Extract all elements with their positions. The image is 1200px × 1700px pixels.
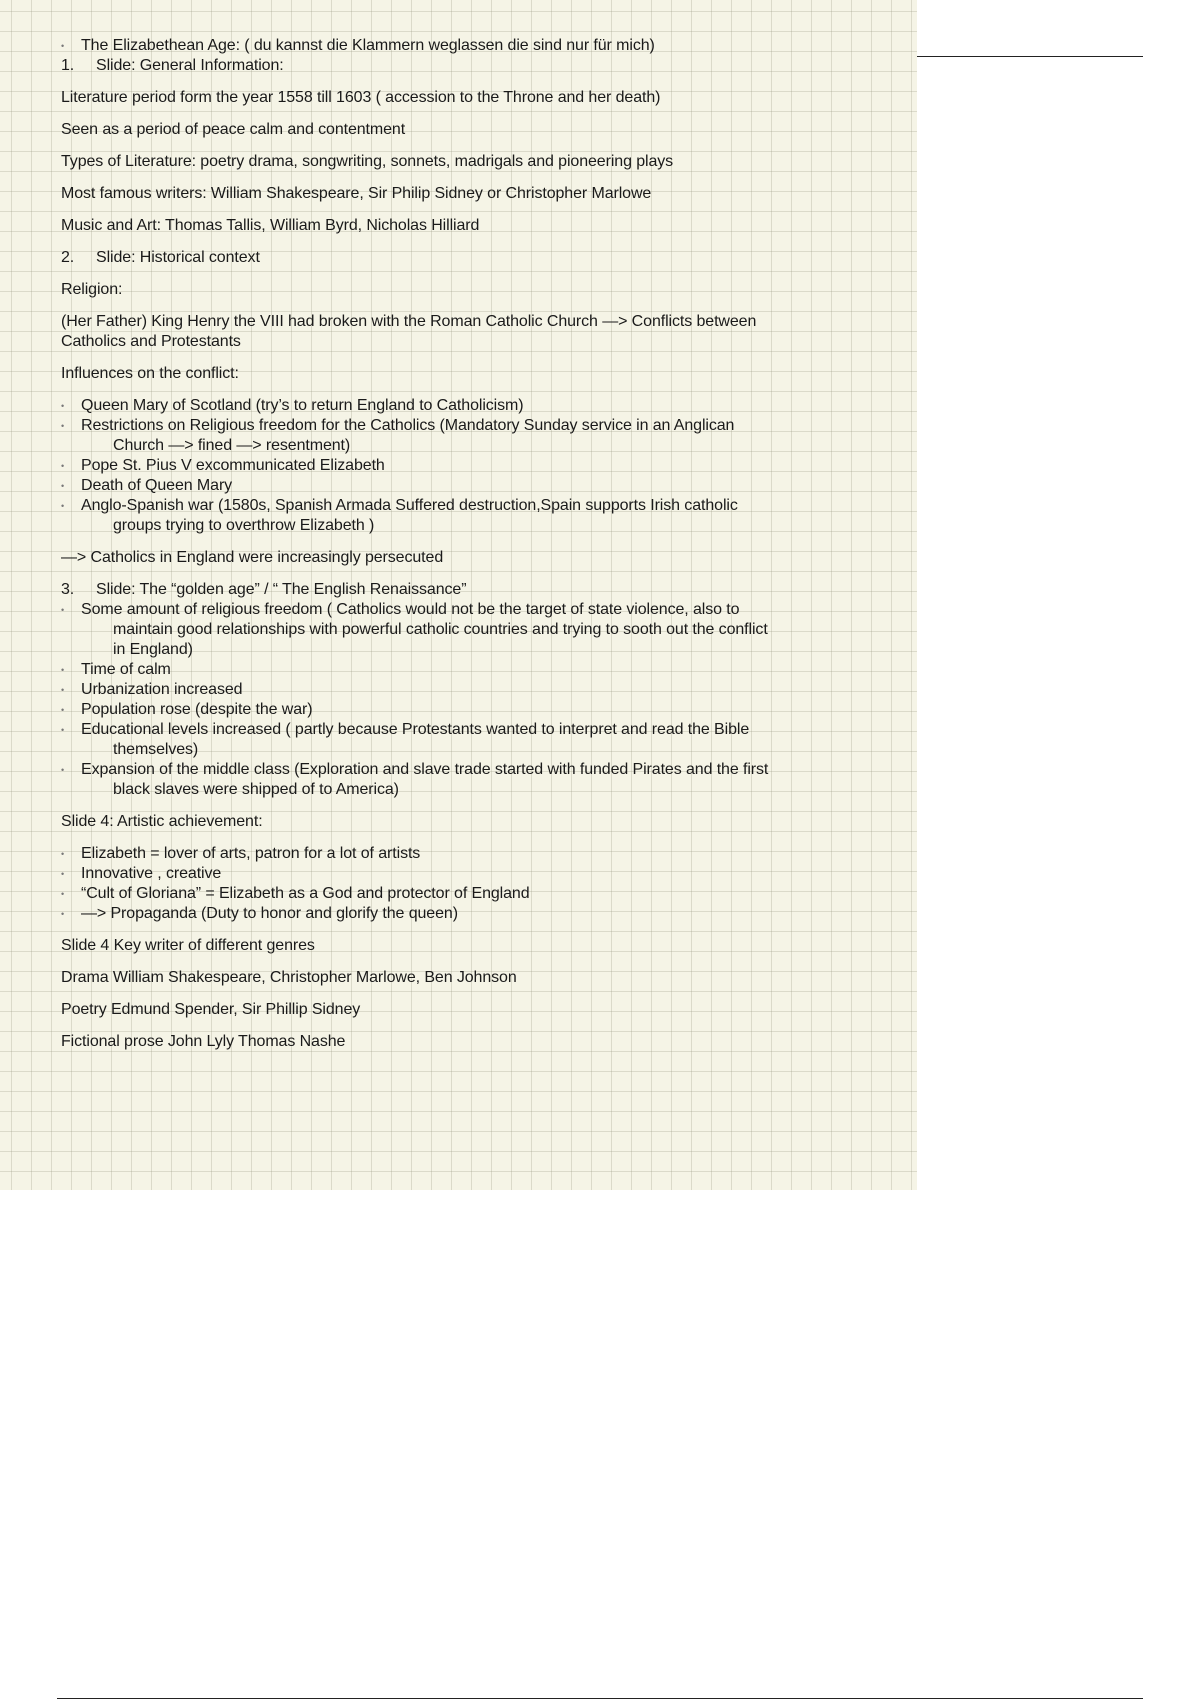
list-item xyxy=(61,476,881,496)
religion-label: Religion: xyxy=(61,281,123,298)
artistic-list xyxy=(61,844,881,924)
list-item xyxy=(61,844,881,864)
slide3-heading-text: Slide: The “golden age” / “ The English Renaissance” xyxy=(96,581,467,598)
bottom-rule xyxy=(57,1698,1143,1699)
list-item-text: Urbanization increased xyxy=(81,681,243,698)
slide1-line: Types of Literature: poetry drama, songwriting, sonnets, madrigals and pioneering plays xyxy=(61,153,674,170)
list-item-continuation: black slaves were shipped of to America) xyxy=(113,781,399,798)
list-item-continuation: in England) xyxy=(113,641,193,658)
slide2-number: 2. xyxy=(61,249,75,266)
influences-label: Influences on the conflict: xyxy=(61,365,239,382)
slide1-heading xyxy=(61,56,881,76)
persecution-conclusion: —> Catholics in England were increasingly persecuted xyxy=(61,549,444,566)
influences-list xyxy=(61,396,881,536)
list-item xyxy=(61,496,881,536)
document-title xyxy=(61,36,881,56)
list-item-text: Restrictions on Religious freedom for the Catholics (Mandatory Sunday service in an Anglican xyxy=(81,417,735,434)
list-item xyxy=(61,884,881,904)
genre-line: Fictional prose John Lyly Thomas Nashe xyxy=(61,1033,346,1050)
slide3-heading xyxy=(61,580,881,600)
list-item xyxy=(61,660,881,680)
list-item xyxy=(61,864,881,884)
golden-age-list xyxy=(61,600,881,800)
slide1-line: Literature period form the year 1558 till 1603 ( accession to the Throne and her death) xyxy=(61,89,661,106)
list-item xyxy=(61,396,881,416)
list-item-text: Population rose (despite the war) xyxy=(81,701,313,718)
slide1-heading-text: Slide: General Information: xyxy=(96,57,284,74)
list-item-text: —> Propaganda (Duty to honor and glorify the queen) xyxy=(81,905,458,922)
list-item xyxy=(61,416,881,456)
list-item-text: Queen Mary of Scotland (try’s to return England to Catholicism) xyxy=(81,397,524,414)
list-item-text: Expansion of the middle class (Exploration and slave trade started with funded Pirates and the first xyxy=(81,761,769,778)
list-item-text: Innovative , creative xyxy=(81,865,222,882)
list-item-text: Elizabeth = lover of arts, patron for a lot of artists xyxy=(81,845,421,862)
list-item-text: “Cult of Gloriana” = Elizabeth as a God and protector of England xyxy=(81,885,530,902)
notes-document xyxy=(61,36,881,1052)
list-item xyxy=(61,680,881,700)
henry-line-1: (Her Father) King Henry the VIII had broken with the Roman Catholic Church —> Conflicts between xyxy=(61,313,757,330)
list-item-text: Anglo-Spanish war (1580s, Spanish Armada Suffered destruction,Spain supports Irish catholic xyxy=(81,497,738,514)
document-title-text: The Elizabethean Age: ( du kannst die Klammern weglassen die sind nur für mich) xyxy=(81,37,655,54)
list-item-continuation: maintain good relationships with powerful catholic countries and trying to sooth out the conflict xyxy=(113,621,768,638)
list-item xyxy=(61,456,881,476)
list-item xyxy=(61,700,881,720)
slide1-line: Music and Art: Thomas Tallis, William Byrd, Nicholas Hilliard xyxy=(61,217,480,234)
list-item xyxy=(61,720,881,760)
list-item-text: Pope St. Pius V excommunicated Elizabeth xyxy=(81,457,385,474)
genre-line: Poetry Edmund Spender, Sir Phillip Sidney xyxy=(61,1001,361,1018)
list-item xyxy=(61,904,881,924)
list-item-continuation: themselves) xyxy=(113,741,199,758)
title-bullet-list xyxy=(61,36,881,56)
list-item-text: Death of Queen Mary xyxy=(81,477,233,494)
list-item-text: Some amount of religious freedom ( Catholics would not be the target of state violence, also to xyxy=(81,601,740,618)
list-item-continuation: Church —> fined —> resentment) xyxy=(113,437,351,454)
list-item-text: Time of calm xyxy=(81,661,171,678)
slide1-line: Seen as a period of peace calm and contentment xyxy=(61,121,406,138)
slide3-number: 3. xyxy=(61,581,75,598)
slide4-writers-heading: Slide 4 Key writer of different genres xyxy=(61,937,315,954)
list-item xyxy=(61,600,881,660)
list-item xyxy=(61,760,881,800)
slide4-artistic-heading: Slide 4: Artistic achievement: xyxy=(61,813,263,830)
top-rule xyxy=(917,56,1143,57)
slide2-heading xyxy=(61,248,881,268)
slide2-heading-text: Slide: Historical context xyxy=(96,249,260,266)
slide1-line: Most famous writers: William Shakespeare, Sir Philip Sidney or Christopher Marlowe xyxy=(61,185,652,202)
henry-paragraph xyxy=(61,312,881,352)
henry-line-2: Catholics and Protestants xyxy=(61,333,241,350)
list-item-continuation: groups trying to overthrow Elizabeth ) xyxy=(113,517,375,534)
list-item-text: Educational levels increased ( partly because Protestants wanted to interpret and read the Bible xyxy=(81,721,750,738)
genre-line: Drama William Shakespeare, Christopher Marlowe, Ben Johnson xyxy=(61,969,517,986)
slide1-number: 1. xyxy=(61,57,75,74)
